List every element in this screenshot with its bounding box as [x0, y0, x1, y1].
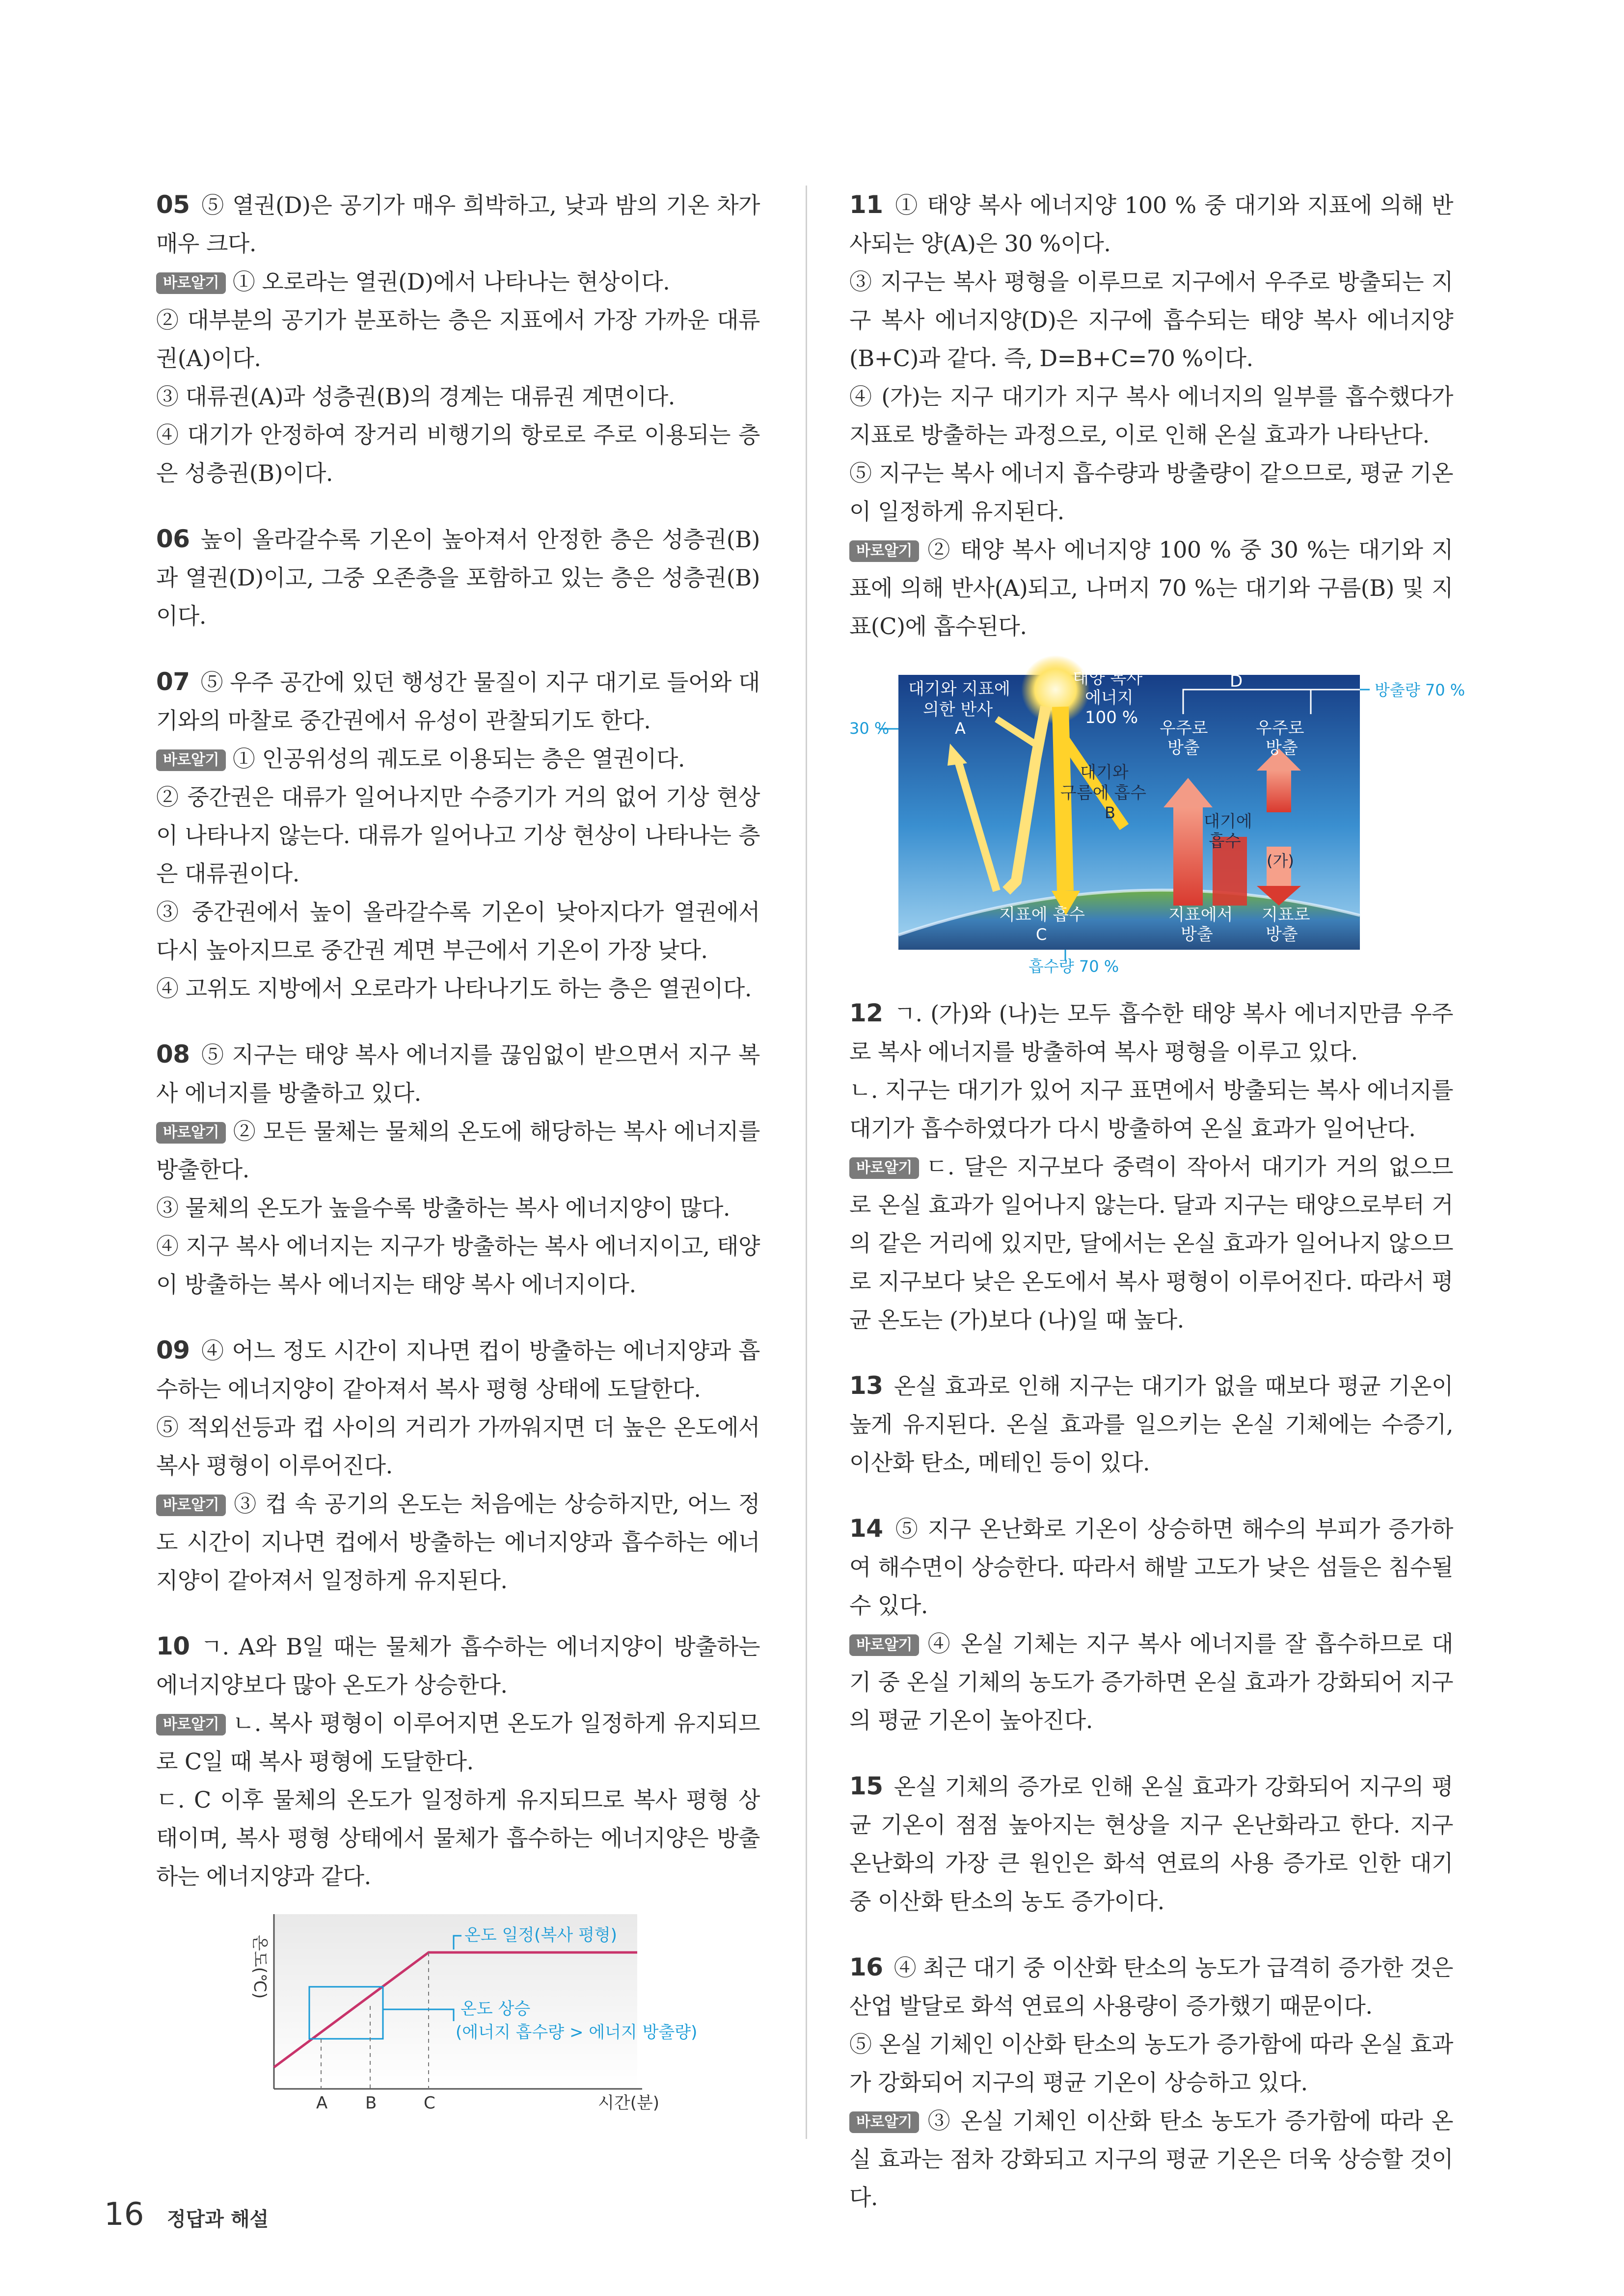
- item-number: 10: [156, 1632, 190, 1660]
- correction-text: [156, 1227, 760, 1304]
- reflect-label-2: 의한 반사: [923, 700, 993, 720]
- label-rising-detail: (에너지 흡수량 > 에너지 방출량): [456, 2023, 698, 2042]
- cloud-label-1: 대기와: [1080, 763, 1129, 782]
- correction-line: ① 인공위성의 궤도로 이용되는 층은 열권이다.: [232, 746, 685, 772]
- answer-text: [849, 263, 1453, 377]
- item-number: 12: [849, 999, 883, 1027]
- temperature-graph-svg: [156, 1905, 760, 2111]
- answer-line: ⑤ 우주 공간에 있던 행성간 물질이 지구 대기로 들어와 대기와의 마찰로 중간권에서 유성이 관찰되기도 한다.: [156, 669, 760, 734]
- radiation-balance-svg: [849, 660, 1465, 976]
- to-surface-label-2: 방출: [1266, 925, 1298, 944]
- x-axis-label: 시간(분): [598, 2093, 660, 2113]
- left-column: [156, 186, 760, 2141]
- answer-line: ㄴ. 지구는 대기가 있어 지구 표면에서 방출되는 복사 에너지를 대기가 흡수하였다가 다시 방출하여 온실 효과가 일어난다.: [849, 1077, 1453, 1142]
- answer-line: 온실 효과로 인해 지구는 대기가 없을 때보다 평균 기온이 높게 유지된다. 온실 효과를 일으키는 온실 기체에는 수증기, 이산화 탄소, 메테인 등이 있다.: [849, 1373, 1453, 1476]
- correction-badge: 바로알기: [156, 1495, 226, 1516]
- answer-item-09: [156, 1331, 760, 1600]
- correction-text: [156, 377, 760, 416]
- answer-item-13: [849, 1366, 1453, 1482]
- tick-label-b: B: [365, 2093, 377, 2113]
- answer-text: [849, 1366, 1453, 1482]
- answer-line: ⑤ 지구는 태양 복사 에너지를 끊임없이 받으면서 지구 복사 에너지를 방출하고 있다.: [156, 1041, 760, 1106]
- page-number: 16: [104, 2196, 144, 2233]
- footer-label: 정답과 해설: [167, 2208, 269, 2231]
- answer-line: 높이 올라갈수록 기온이 높아져서 안정한 층은 성층권(B)과 열권(D)이고, 그중 오존층을 포함하고 있는 층은 성층권(B)이다.: [156, 526, 760, 629]
- label-rising: 온도 상승: [460, 1999, 531, 2019]
- answer-text: [849, 454, 1453, 531]
- from-surface-label-1: 지표에서: [1168, 905, 1233, 925]
- space-label-2b: 방출: [1266, 738, 1298, 758]
- b-letter: B: [1105, 803, 1115, 822]
- answer-text: [849, 994, 1453, 1071]
- correction-text: [156, 1704, 760, 1781]
- item-number: 05: [156, 190, 190, 219]
- space-emit-bar-2: [1267, 768, 1291, 812]
- correction-text: [156, 263, 760, 301]
- correction-line: ③ 중간권에서 높이 올라갈수록 기온이 낮아지다가 열권에서 다시 높아지므로 중간권 계면 부근에서 기온이 가장 낮다.: [156, 899, 760, 963]
- answer-line: ④ 최근 대기 중 이산화 탄소의 농도가 급격히 증가한 것은 산업 발달로 화석 연료의 사용량이 증가했기 때문이다.: [849, 1954, 1453, 2019]
- item-number: 14: [849, 1514, 883, 1543]
- answer-item-08: [156, 1035, 760, 1304]
- item-number: 15: [849, 1772, 883, 1800]
- correction-text: [849, 531, 1453, 645]
- atm-label-1: 대기에: [1204, 812, 1252, 831]
- item-number: 08: [156, 1040, 190, 1068]
- correction-text: [156, 740, 760, 778]
- correction-badge: 바로알기: [849, 1634, 919, 1656]
- correction-line: ② 태양 복사 에너지양 100 % 중 30 %는 대기와 지표에 의해 반사(A)되고, 나머지 70 %는 대기와 구름(B) 및 지표(C)에 흡수된다.: [849, 536, 1453, 640]
- answer-text: [156, 1627, 760, 1704]
- answer-item-11: [849, 186, 1453, 645]
- correction-line: ④ 온실 기체는 지구 복사 에너지를 잘 흡수하므로 대기 중 온실 기체의 농도가 증가하면 온실 효과가 강화되어 지구의 평균 기온이 높아진다.: [849, 1630, 1453, 1734]
- answer-line: 온실 기체의 증가로 인해 온실 효과가 강화되어 지구의 평균 기온이 점점 높아지는 현상을 지구 온난화라고 한다. 지구 온난화의 가장 큰 원인은 화석 연료의 사용 증가로 인한 대기 중 이산화 탄소의 농도 증가이다.: [849, 1773, 1453, 1915]
- correction-text: [849, 2102, 1453, 2216]
- surface-absorb-label: 지표에 흡수: [999, 905, 1085, 925]
- space-emit-bar-1: [1173, 802, 1203, 906]
- correction-line: ④ 지구 복사 에너지는 지구가 방출하는 복사 에너지이고, 태양이 방출하는 복사 에너지는 태양 복사 에너지이다.: [156, 1233, 760, 1298]
- answer-item-10: [156, 1627, 760, 1896]
- correction-text: [156, 1485, 760, 1600]
- correction-line: ③ 온실 기체인 이산화 탄소 농도가 증가함에 따라 온실 효과는 점차 강화되고 지구의 평균 기온은 더욱 상승할 것이다.: [849, 2108, 1453, 2211]
- answer-item-16: [849, 1948, 1453, 2216]
- tick-label-a: A: [316, 2093, 328, 2113]
- correction-line: ④ 고위도 지방에서 오로라가 나타나기도 하는 층은 열권이다.: [156, 975, 752, 1002]
- answer-text: [156, 1408, 760, 1485]
- atm-label-2: 흡수: [1209, 831, 1241, 851]
- answer-text: [849, 377, 1453, 454]
- reflect-label-1: 대기와 지표에: [908, 679, 1010, 699]
- correction-line: ㄷ. 달은 지구보다 중력이 작아서 대기가 거의 없으므로 온실 효과가 일어나지 않는다. 달과 지구는 태양으로부터 거의 같은 거리에 있지만, 달에서는 온실 효과가 일어나지 않으므로 지구보다 낮은 온도에서 복사 평형이 이루어진다. 따라서 평균 온도는 (가)보다 (나)일 때 높다.: [849, 1153, 1453, 1333]
- correction-text: [849, 1625, 1453, 1739]
- correction-text: [156, 778, 760, 893]
- correction-text: [156, 301, 760, 377]
- answer-item-07: [156, 663, 760, 1008]
- answer-line: ⑤ 열권(D)은 공기가 매우 희박하고, 낮과 밤의 기온 차가 매우 크다.: [156, 192, 760, 257]
- answer-line: ④ (가)는 지구 대기가 지구 복사 에너지의 일부를 흡수했다가 지표로 방출하는 과정으로, 이로 인해 온실 효과가 나타난다.: [849, 383, 1453, 448]
- correction-text: [156, 969, 760, 1008]
- reflect-percent: 30 %: [849, 719, 890, 738]
- item-number: 06: [156, 525, 190, 553]
- correction-text: [156, 1781, 760, 1896]
- correction-line: ② 대부분의 공기가 분포하는 층은 지표에서 가장 가까운 대류권(A)이다.: [156, 307, 760, 372]
- answer-line: ⑤ 적외선등과 컵 사이의 거리가 가까워지면 더 높은 온도에서 복사 평형이 이루어진다.: [156, 1414, 760, 1479]
- correction-line: ㄷ. C 이후 물체의 온도가 일정하게 유지되므로 복사 평형 상태이며, 복사 평형 상태에서 물체가 흡수하는 에너지양은 방출하는 에너지양과 같다.: [156, 1787, 760, 1890]
- answer-line: ④ 어느 정도 시간이 지나면 컵이 방출하는 에너지양과 흡수하는 에너지양이 같아져서 복사 평형 상태에 도달한다.: [156, 1337, 760, 1402]
- space-label-1b: 방출: [1167, 738, 1200, 758]
- answer-line: ⑤ 지구 온난화로 기온이 상승하면 해수의 부피가 증가하여 해수면이 상승한다. 따라서 해발 고도가 낮은 섬들은 침수될 수 있다.: [849, 1516, 1453, 1619]
- to-surface-label-1: 지표로: [1262, 905, 1310, 925]
- c-letter: C: [1036, 925, 1047, 944]
- radiation-balance-diagram: [849, 660, 1465, 976]
- answer-item-12: [849, 994, 1453, 1339]
- answer-text: [849, 1071, 1453, 1148]
- correction-badge: 바로알기: [156, 1122, 226, 1144]
- answer-line: ㄱ. (가)와 (나)는 모두 흡수한 태양 복사 에너지만큼 우주로 복사 에너지를 방출하여 복사 평형을 이루고 있다.: [849, 1000, 1453, 1065]
- answer-item-06: [156, 520, 760, 635]
- answer-line: ㄱ. A와 B일 때는 물체가 흡수하는 에너지양이 방출하는 에너지양보다 많아 온도가 상승한다.: [156, 1633, 760, 1698]
- item-number: 07: [156, 667, 190, 696]
- answer-item-05: [156, 186, 760, 492]
- solar-label-2: 에너지: [1085, 688, 1134, 708]
- answer-text: [849, 1948, 1453, 2025]
- label-equilibrium: 온도 일정(복사 평형): [464, 1925, 617, 1945]
- answer-text: [156, 520, 760, 635]
- space-label-2a: 우주로: [1256, 719, 1304, 738]
- reflect-letter: A: [955, 719, 966, 738]
- correction-line: ④ 대기가 안정하여 장거리 비행기의 항로로 주로 이용되는 층은 성층권(B)이다.: [156, 422, 760, 486]
- answer-text: [156, 663, 760, 740]
- answer-text: [156, 1331, 760, 1408]
- answer-line: ③ 지구는 복사 평형을 이루므로 지구에서 우주로 방출되는 지구 복사 에너지양(D)은 지구에 흡수되는 태양 복사 에너지양(B+C)과 같다. 즉, D=B+C=70 %이다.: [849, 268, 1453, 372]
- column-divider: [806, 186, 807, 2139]
- correction-line: ② 모든 물체는 물체의 온도에 해당하는 복사 에너지를 방출한다.: [156, 1118, 760, 1183]
- temperature-graph: [156, 1905, 760, 2111]
- right-column: [849, 186, 1465, 2244]
- d-letter: D: [1230, 671, 1243, 691]
- answer-text: [849, 1767, 1453, 1921]
- correction-text: [156, 416, 760, 492]
- space-label-1a: 우주로: [1160, 719, 1208, 738]
- answer-line: ⑤ 지구는 복사 에너지 흡수량과 방출량이 같으므로, 평균 기온이 일정하게 유지된다.: [849, 460, 1453, 525]
- item-number: 11: [849, 190, 883, 219]
- correction-text: [849, 1148, 1453, 1339]
- correction-line: ① 오로라는 열권(D)에서 나타나는 현상이다.: [232, 268, 670, 295]
- answer-item-15: [849, 1767, 1453, 1921]
- correction-badge: 바로알기: [849, 1157, 919, 1179]
- correction-badge: 바로알기: [156, 272, 226, 294]
- correction-badge: 바로알기: [156, 1714, 226, 1735]
- solar-label-1: 태양 복사: [1073, 668, 1143, 688]
- solar-label-3: 100 %: [1085, 708, 1138, 727]
- correction-text: [156, 1112, 760, 1189]
- answer-line: ⑤ 온실 기체인 이산화 탄소의 농도가 증가함에 따라 온실 효과가 강화되어 지구의 평균 기온이 상승하고 있다.: [849, 2031, 1453, 2096]
- answer-text: [849, 1509, 1453, 1625]
- answer-text: [156, 186, 760, 263]
- correction-text: [156, 893, 760, 969]
- answer-text: [156, 1035, 760, 1112]
- cloud-label-2: 구름에 흡수: [1060, 783, 1147, 803]
- emit-percent: 방출량 70 %: [1375, 681, 1465, 699]
- correction-line: ③ 대류권(A)과 성층권(B)의 경계는 대류권 계면이다.: [156, 383, 675, 410]
- absorb-percent: 흡수량 70 %: [1029, 957, 1119, 976]
- item-number: 16: [849, 1953, 883, 1981]
- answer-text: [849, 2025, 1453, 2102]
- correction-line: ③ 컵 속 공기의 온도는 처음에는 상승하지만, 어느 정도 시간이 지나면 컵에서 방출하는 에너지양과 흡수하는 에너지양이 같아져서 일정하게 유지된다.: [156, 1491, 760, 1594]
- correction-badge: 바로알기: [156, 749, 226, 771]
- item-number: 09: [156, 1336, 190, 1364]
- ga-label: (가): [1267, 852, 1294, 870]
- item-number: 13: [849, 1371, 883, 1400]
- y-axis-label: 온도(℃): [250, 1935, 270, 1999]
- correction-badge: 바로알기: [849, 540, 919, 562]
- tick-label-c: C: [424, 2093, 435, 2113]
- correction-text: [156, 1189, 760, 1227]
- answer-line: ① 태양 복사 에너지양 100 % 중 대기와 지표에 의해 반사되는 양(A)은 30 %이다.: [849, 192, 1453, 257]
- answer-item-14: [849, 1509, 1453, 1739]
- from-surface-label-2: 방출: [1181, 925, 1213, 944]
- correction-line: ② 중간권은 대류가 일어나지만 수증기가 거의 없어 기상 현상이 나타나지 않는다. 대류가 일어나고 기상 현상이 나타나는 층은 대류권이다.: [156, 784, 760, 887]
- correction-badge: 바로알기: [849, 2111, 919, 2133]
- correction-line: ③ 물체의 온도가 높을수록 방출하는 복사 에너지양이 많다.: [156, 1195, 731, 1221]
- correction-line: ㄴ. 복사 평형이 이루어지면 온도가 일정하게 유지되므로 C일 때 복사 평형에 도달한다.: [156, 1710, 760, 1775]
- answer-text: [849, 186, 1453, 263]
